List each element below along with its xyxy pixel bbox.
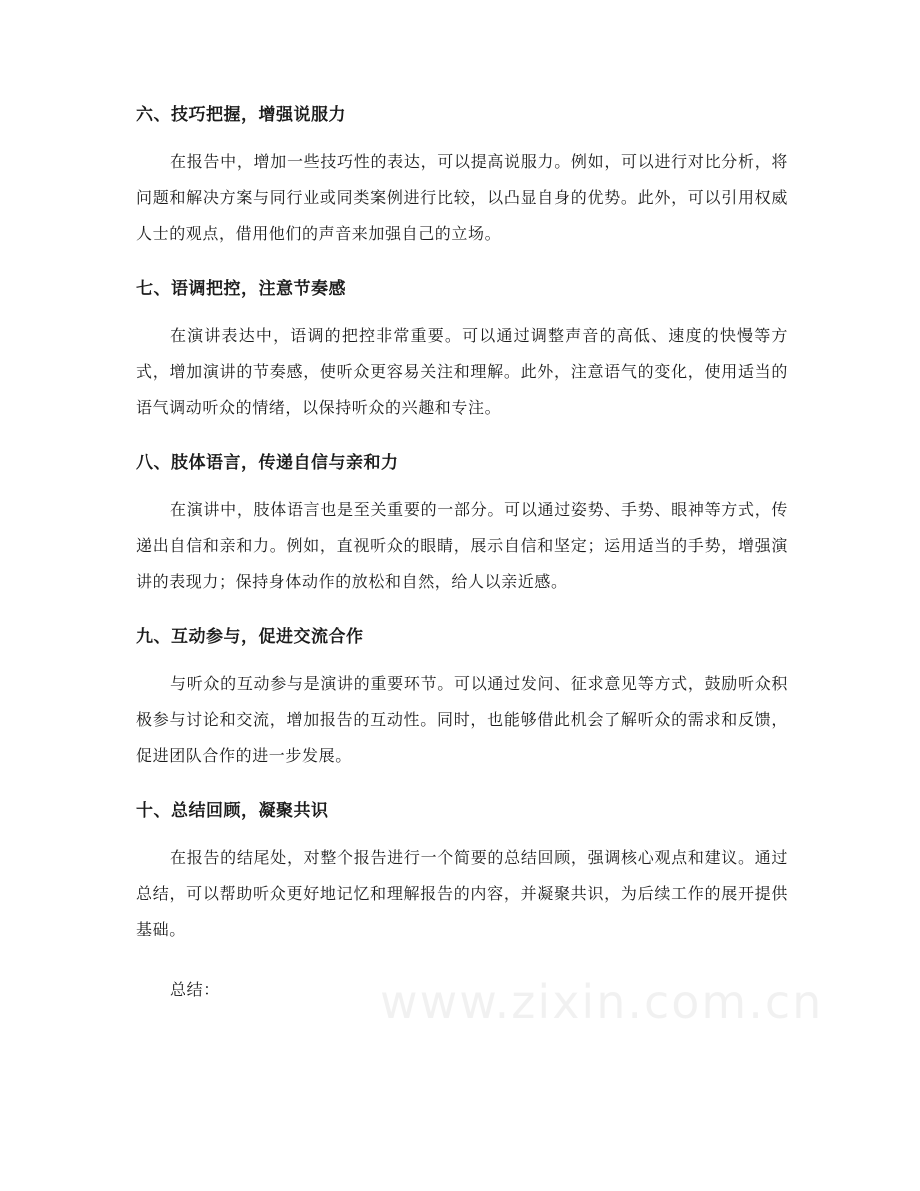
summary-label: 总结：: [170, 980, 220, 999]
document-content: [136, 102, 788, 1008]
section-heading: 七、语调把控，注意节奏感: [136, 279, 346, 299]
section-heading: 八、肢体语言，传递自信与亲和力: [136, 453, 399, 473]
section-paragraph: 在演讲表达中，语调的把控非常重要。可以通过调整声音的高低、速度的快慢等方式，增加演讲的节奏感，使听众更容易关注和理解。此外，注意语气的变化，使用适当的语气调动听众的情绪，以保持听众的兴趣和专注。: [136, 326, 788, 417]
section-paragraph: 与听众的互动参与是演讲的重要环节。可以通过发问、征求意见等方式，鼓励听众积极参与讨论和交流，增加报告的互动性。同时，也能够借此机会了解听众的需求和反馈，促进团队合作的进一步发展。: [136, 674, 788, 765]
watermark: www.zixin.com.cn: [380, 975, 824, 1029]
section-heading: 九、互动参与，促进交流合作: [136, 627, 364, 647]
section-heading: 十、总结回顾，凝聚共识: [136, 801, 329, 821]
section-10: [136, 798, 788, 948]
section-paragraph: 在报告的结尾处，对整个报告进行一个简要的总结回顾，强调核心观点和建议。通过总结，可以帮助听众更好地记忆和理解报告的内容，并凝聚共识，为后续工作的展开提供基础。: [136, 848, 788, 939]
section-6: [136, 102, 788, 252]
section-7: [136, 276, 788, 426]
section-paragraph: 在报告中，增加一些技巧性的表达，可以提高说服力。例如，可以进行对比分析，将问题和解决方案与同行业或同类案例进行比较，以凸显自身的优势。此外，可以引用权威人士的观点，借用他们的声音来加强自己的立场。: [136, 152, 788, 243]
section-9: [136, 624, 788, 774]
section-8: [136, 450, 788, 600]
section-paragraph: 在演讲中，肢体语言也是至关重要的一部分。可以通过姿势、手势、眼神等方式，传递出自信和亲和力。例如，直视听众的眼睛，展示自信和坚定；运用适当的手势，增强演讲的表现力；保持身体动作的放松和自然，给人以亲近感。: [136, 500, 788, 591]
section-heading: 六、技巧把握，增强说服力: [136, 105, 346, 125]
